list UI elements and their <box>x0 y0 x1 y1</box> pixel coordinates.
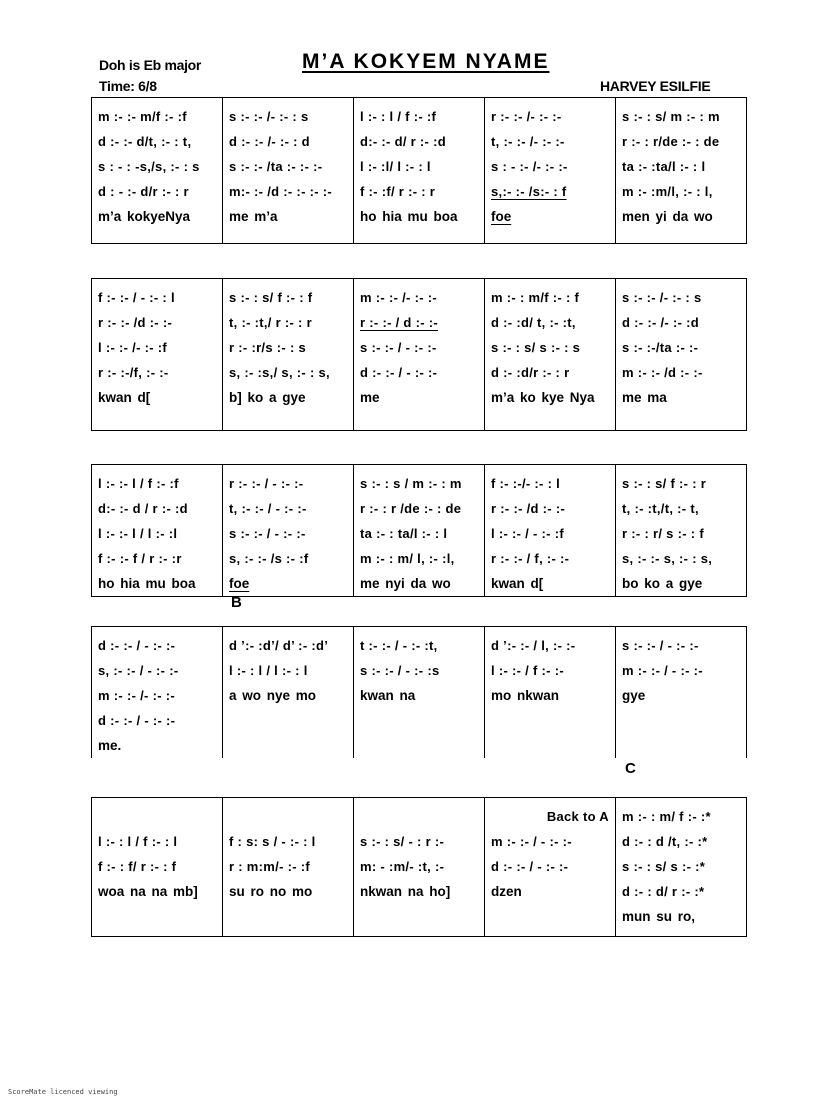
solfa-line: r :- :- /d :- :- <box>491 501 566 516</box>
measure-cell <box>485 798 616 937</box>
solfa-line: f :- :f/ r :- : r <box>360 184 436 199</box>
solfa-line: d :- :- / - :- :- <box>98 713 176 728</box>
measure-cell <box>223 465 354 597</box>
composer-name: HARVEY ESILFIE <box>600 78 711 94</box>
solfa-line: l :- :- / f :- :- <box>491 663 564 678</box>
lyric-line: b] ko a gye <box>229 390 306 405</box>
song-title: M’A KOKYEM NYAME <box>302 50 550 73</box>
solfa-line: m :- :- m/f :- :f <box>98 109 187 124</box>
lyric-line: ho hia mu boa <box>98 576 196 591</box>
solfa-line: m :- : m/ l, :- :l, <box>360 551 455 566</box>
lyric-line: su ro no mo <box>229 884 313 899</box>
solfa-line: s :- :-/ta :- :- <box>622 340 699 355</box>
lyric-line: gye <box>622 688 646 703</box>
measure-cell <box>616 627 747 759</box>
solfa-line: s :- : s/ s :- : s <box>491 340 581 355</box>
measure-cell <box>92 465 223 597</box>
solfa-line: m :- :- /- :- :- <box>360 290 437 305</box>
measure-cell <box>92 98 223 244</box>
solfa-line: d :- :d/r :- : r <box>491 365 570 380</box>
score-system-4 <box>91 626 747 758</box>
solfa-line: f :- :-/- :- : l <box>491 476 561 491</box>
solfa-line: d :- :d/ t, :- :t, <box>491 315 576 330</box>
solfa-line: l :- : l / l :- : l <box>229 663 308 678</box>
solfa-line: r :- :- /d :- :- <box>98 315 173 330</box>
solfa-line: s :- : s / m :- : m <box>360 476 462 491</box>
solfa-line: s, :- :- /s :- :f <box>229 551 309 566</box>
solfa-line: s :- :- /ta :- :- :- <box>229 159 323 174</box>
solfa-line: s :- : s/ s :- :* <box>622 859 706 874</box>
solfa-line: r :- :- /- :- :- <box>491 109 562 124</box>
measure-cell <box>616 798 747 937</box>
solfa-line: m :- :- /- :- :- <box>98 688 175 703</box>
lyric-line: foe <box>229 576 250 591</box>
lyric-line: woa na na mb] <box>98 884 198 899</box>
solfa-line: m:- :- /d :- :- :- :- <box>229 184 333 199</box>
solfa-line: t, :- :t,/ r :- : r <box>229 315 312 330</box>
solfa-line: s :- :- /- :- : s <box>229 109 309 124</box>
solfa-line: d :- :- /- :- :d <box>622 315 699 330</box>
measure-cell <box>616 465 747 597</box>
solfa-line: r :- : r/de :- : de <box>622 134 720 149</box>
solfa-line: s :- :- / - :- :s <box>360 663 440 678</box>
solfa-line: s, :- :- s, :- : s, <box>622 551 713 566</box>
solfa-line: ta :- :ta/l :- : l <box>622 159 706 174</box>
solfa-line: r :- : r/ s :- : f <box>622 526 704 541</box>
lyric-line: bo ko a gye <box>622 576 703 591</box>
lyric-line: foe <box>491 209 512 224</box>
measure-cell <box>92 627 223 759</box>
solfa-line: f :- :- f / r :- :r <box>98 551 182 566</box>
measure-cell <box>616 98 747 244</box>
solfa-line: t :- :- / - :- :t, <box>360 638 438 653</box>
lyric-line: m’a ko kye Nya <box>491 390 595 405</box>
lyric-line: kwan d[ <box>98 390 151 405</box>
solfa-line: s,:- :- /s:- : f <box>491 184 567 199</box>
solfa-line: r :- :- / f, :- :- <box>491 551 570 566</box>
measure-cell <box>354 465 485 597</box>
measure-cell <box>223 279 354 431</box>
solfa-line: m: - :m/- :t, :- <box>360 859 445 874</box>
repeat-instruction: Back to A <box>546 809 609 824</box>
lyric-line: me nyi da wo <box>360 576 451 591</box>
measure-cell <box>223 627 354 759</box>
solfa-line: m :- : m/f :- : f <box>491 290 580 305</box>
lyric-line: me ma <box>622 390 667 405</box>
solfa-line: r :- :- / d :- :- <box>360 315 439 330</box>
solfa-line: d:- :- d/ r :- :d <box>360 134 446 149</box>
solfa-line: s :- :- / - :- :- <box>229 526 306 541</box>
solfa-line: r :- :- / - :- :- <box>229 476 304 491</box>
solfa-line: s :- :- / - :- :- <box>622 638 699 653</box>
solfa-line: d ’:- :d’/ d’ :- :d’ <box>229 638 329 653</box>
footer-note: ScoreMate licenced viewing <box>8 1088 118 1096</box>
measure-cell <box>354 279 485 431</box>
solfa-line: s :- : s/ - : r :- <box>360 834 445 849</box>
measure-cell <box>485 279 616 431</box>
measure-cell <box>485 98 616 244</box>
solfa-line: d:- :- d / r :- :d <box>98 501 188 516</box>
measure-cell <box>354 627 485 759</box>
solfa-line: l :- :l/ l :- : l <box>360 159 431 174</box>
solfa-line: m :- :- / - :- :- <box>622 663 703 678</box>
solfa-line: r :- :r/s :- : s <box>229 340 307 355</box>
solfa-line: f :- : f/ r :- : f <box>98 859 177 874</box>
solfa-line: d :- :- d/t, :- : t, <box>98 134 192 149</box>
score-system-1 <box>91 97 747 244</box>
lyric-line: dzen <box>491 884 522 899</box>
solfa-line: m :- :m/l, :- : l, <box>622 184 713 199</box>
solfa-line: m :- :- /d :- :- <box>622 365 703 380</box>
score-system-2 <box>91 278 747 431</box>
solfa-line: l :- :- l / l :- :l <box>98 526 178 541</box>
solfa-line: d :- :- / - :- :- <box>491 859 569 874</box>
solfa-line: t, :- :- / - :- :- <box>229 501 307 516</box>
measure-cell <box>92 279 223 431</box>
lyric-line: m’a kokyeNya <box>98 209 191 224</box>
solfa-line: r :- :-/f, :- :- <box>98 365 169 380</box>
solfa-line: d :- :- / - :- :- <box>360 365 438 380</box>
lyric-line: ho hia mu boa <box>360 209 458 224</box>
measure-cell <box>92 798 223 937</box>
measure-cell <box>485 627 616 759</box>
solfa-line <box>229 804 349 829</box>
lyric-line: men yi da wo <box>622 209 713 224</box>
measure-cell <box>616 279 747 431</box>
section-marker-c: C <box>625 760 636 777</box>
lyric-line: a wo nye mo <box>229 688 317 703</box>
solfa-line: s : - :- /- :- :- <box>491 159 568 174</box>
time-signature: Time: 6/8 <box>99 78 157 94</box>
solfa-line: l :- : l / f :- : l <box>98 834 178 849</box>
solfa-line: m :- :- / - :- :- <box>491 834 572 849</box>
measure-cell <box>354 98 485 244</box>
lyric-line: nkwan na ho] <box>360 884 451 899</box>
solfa-line: ta :- : ta/l :- : l <box>360 526 448 541</box>
solfa-line: s, :- :- / - :- :- <box>98 663 179 678</box>
solfa-line: l :- : l / f :- :f <box>360 109 437 124</box>
solfa-line <box>98 804 218 829</box>
solfa-line <box>360 804 480 829</box>
solfa-line: l :- :- / - :- :f <box>491 526 564 541</box>
measure-cell <box>485 465 616 597</box>
solfa-line: d :- :- /- :- : d <box>229 134 310 149</box>
measure-cell <box>223 98 354 244</box>
lyric-line: mo nkwan <box>491 688 560 703</box>
solfa-line: s :- :- /- :- : s <box>622 290 702 305</box>
score-system-3 <box>91 464 747 597</box>
solfa-line: f :- :- / - :- : l <box>98 290 175 305</box>
lyric-line: kwan d[ <box>491 576 544 591</box>
measure-cell <box>223 798 354 937</box>
solfa-line: t, :- :t,/t, :- t, <box>622 501 699 516</box>
solfa-line: d :- : d/ r :- :* <box>622 884 705 899</box>
solfa-line: r : m:m/- :- :f <box>229 859 311 874</box>
lyric-line: me m’a <box>229 209 278 224</box>
solfa-line: d : - :- d/r :- : r <box>98 184 189 199</box>
solfa-line: s :- :- / - :- :- <box>360 340 437 355</box>
lyric-line: me. <box>98 738 122 753</box>
section-marker-b: B <box>231 594 242 611</box>
solfa-line: s, :- :s,/ s, :- : s, <box>229 365 330 380</box>
solfa-line: s :- : s/ f :- : f <box>229 290 313 305</box>
solfa-line: m :- : m/ f :- :* <box>622 809 711 824</box>
solfa-line: f : s: s / - :- : l <box>229 834 316 849</box>
solfa-line: s :- : s/ m :- : m <box>622 109 720 124</box>
lyric-line: me <box>360 390 380 405</box>
score-system-5 <box>91 797 747 937</box>
solfa-line: d :- :- / - :- :- <box>98 638 176 653</box>
lyric-line: mun su ro, <box>622 909 696 924</box>
solfa-line: l :- :- /- :- :f <box>98 340 168 355</box>
solfa-line: r :- : r /de :- : de <box>360 501 462 516</box>
solfa-line: l :- :- l / f :- :f <box>98 476 179 491</box>
solfa-line: d :- : d /t, :- :* <box>622 834 708 849</box>
solfa-line: t, :- :- /- :- :- <box>491 134 565 149</box>
solfa-line: d ’:- :- / l, :- :- <box>491 638 576 653</box>
measure-cell <box>354 798 485 937</box>
key-signature: Doh is Eb major <box>99 57 202 73</box>
lyric-line: kwan na <box>360 688 416 703</box>
solfa-line: s :- : s/ f :- : r <box>622 476 707 491</box>
solfa-line: s : - : -s,/s, :- : s <box>98 159 200 174</box>
